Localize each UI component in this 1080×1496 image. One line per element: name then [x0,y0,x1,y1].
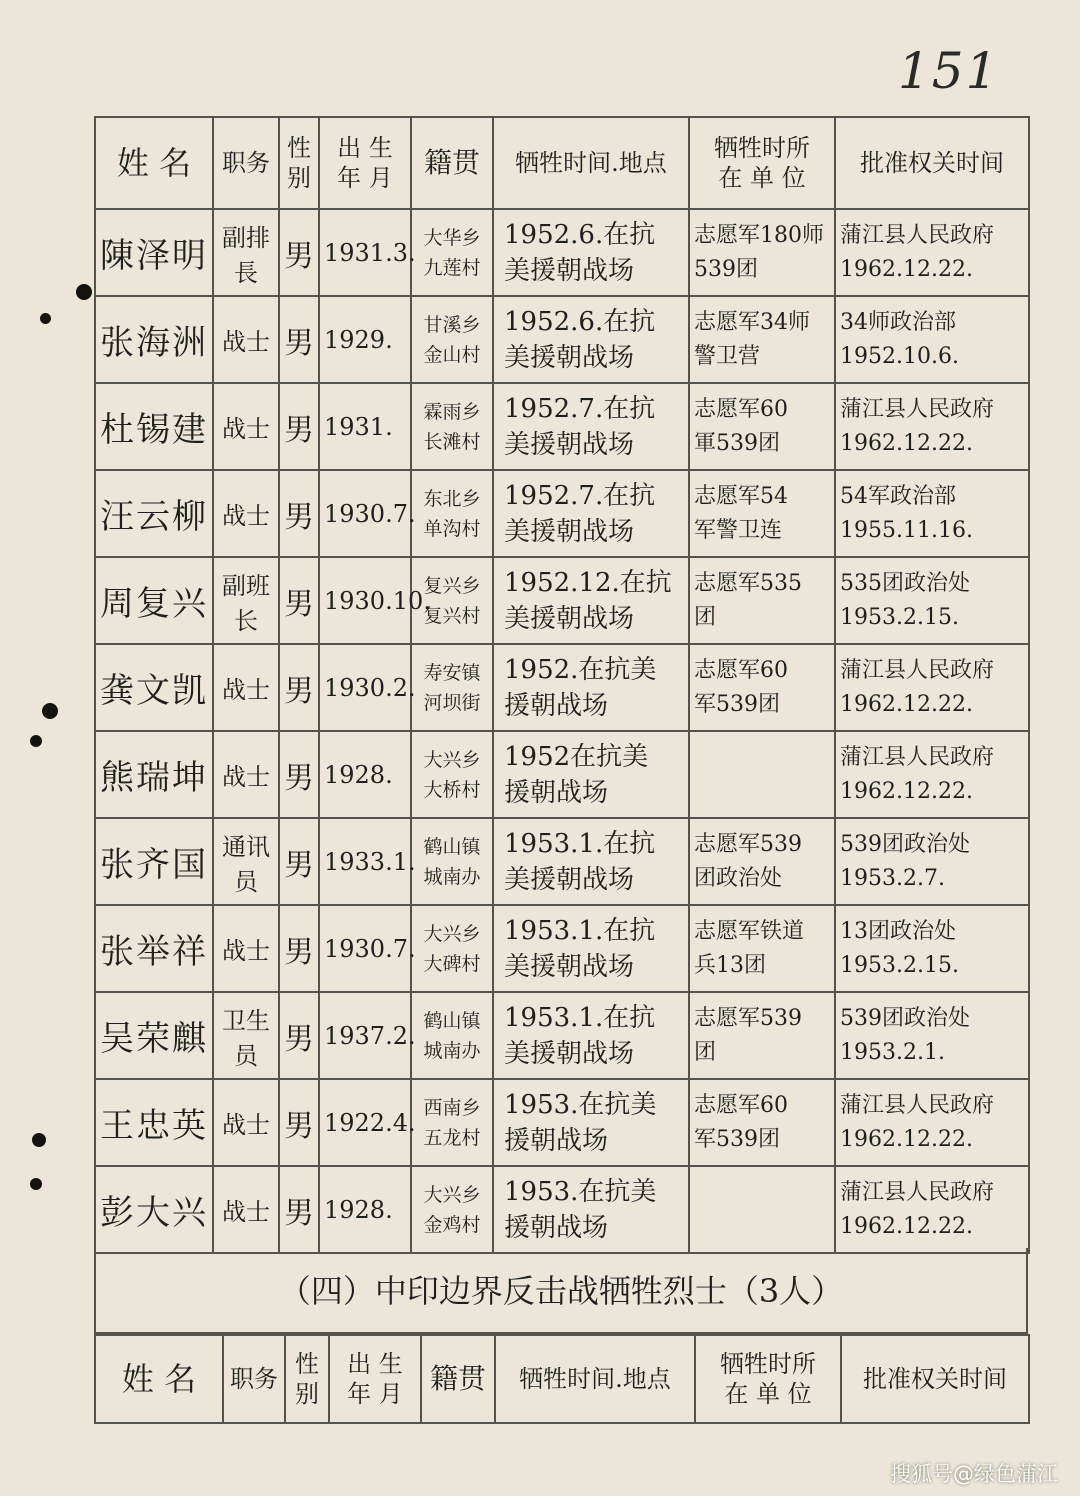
unit-cell [689,1166,835,1253]
name-cell: 杜锡建 [95,383,213,470]
table-row [95,1079,1029,1166]
time-place-cell [493,383,689,470]
header-unit-line: 在 单 位 [724,1380,812,1408]
time-place-cell-line: 美援朝战场 [504,1038,635,1069]
approval-cell [835,383,1029,470]
approval-cell-line: 1962.12.22. [840,778,973,804]
unit-cell-line: 志愿军60 [694,1092,788,1118]
unit-cell [689,383,835,470]
table-row [95,731,1029,818]
time-place-cell-line: 1953.在抗美 [504,1176,657,1207]
time-place-cell [493,818,689,905]
time-place-cell-line: 1953.1.在抗 [504,915,656,946]
unit-cell-line: 志愿军34师 [694,309,810,335]
role-cell: 通讯员 [213,818,279,905]
header-sex-line: 性 [287,134,311,162]
role-cell: 战士 [213,1166,279,1253]
origin-cell-line: 大兴乡 [423,1183,481,1206]
approval-cell-line: 1962.12.22. [840,1213,973,1239]
table-row [95,905,1029,992]
approval-cell-line: 54军政治部 [840,483,956,509]
header-birth-line: 出 生 [337,134,393,162]
approval-cell-line: 蒲江县人民政府 [840,396,995,422]
unit-cell-line: 志愿军60 [694,396,788,422]
table-header-row [95,117,1029,209]
time-place-cell-line: 援朝战场 [504,777,609,808]
table-row [95,992,1029,1079]
origin-cell-line: 城南办 [423,865,481,888]
origin-cell-line: 单沟村 [423,517,481,540]
approval-cell-line: 535团政治处 [840,570,970,596]
role-cell: 战士 [213,731,279,818]
name-cell: 张海洲 [95,296,213,383]
approval-cell [835,818,1029,905]
time-place-cell-line: 1952.6.在抗 [504,306,656,337]
origin-cell-line: 长滩村 [423,430,481,453]
name-cell: 汪云柳 [95,470,213,557]
birth-cell: 1933.1. [319,818,411,905]
origin-cell [411,905,493,992]
unit-cell [689,992,835,1079]
unit-cell-line: 志愿军54 [694,483,788,509]
punch-hole [40,313,51,324]
header-role: 职务 [213,117,279,209]
header-approval: 批准权关时间 [841,1335,1029,1423]
origin-cell [411,1166,493,1253]
approval-cell-line: 蒲江县人民政府 [840,1092,995,1118]
header-unit-line: 在 单 位 [718,164,806,192]
origin-cell [411,731,493,818]
origin-cell [411,644,493,731]
role-cell: 战士 [213,296,279,383]
time-place-cell [493,1079,689,1166]
unit-cell-line: 志愿军539 [694,831,802,857]
origin-cell-line: 复兴村 [423,604,481,627]
header-unit-line: 牺牲时所 [714,134,810,162]
unit-cell-line: 志愿军535 [694,570,802,596]
approval-cell [835,296,1029,383]
role-cell: 副排長 [213,209,279,296]
table-row [95,209,1029,296]
section-table-header [94,1334,1030,1424]
approval-cell [835,992,1029,1079]
origin-cell [411,209,493,296]
name-cell: 张齐国 [95,818,213,905]
name-cell: 陳泽明 [95,209,213,296]
time-place-cell-line: 1952.7.在抗 [504,393,656,424]
header-birth-line: 出 生 [347,1350,403,1378]
origin-cell-line: 霖雨乡 [423,400,481,423]
unit-cell-line: 軍539团 [694,430,780,456]
time-place-cell-line: 援朝战场 [504,690,609,721]
approval-cell-line: 1962.12.22. [840,256,973,282]
origin-cell [411,992,493,1079]
unit-cell-line: 539团 [694,256,758,282]
role-cell: 战士 [213,1079,279,1166]
name-cell: 熊瑞坤 [95,731,213,818]
page-number: 151 [898,42,1000,100]
approval-cell [835,557,1029,644]
birth-cell: 1930.7. [319,905,411,992]
unit-cell-line: 志愿军铁道 [694,918,805,944]
sex-cell: 男 [279,296,319,383]
sex-cell: 男 [279,470,319,557]
approval-cell-line: 1952.10.6. [840,343,959,369]
time-place-cell-line: 1953.在抗美 [504,1089,657,1120]
approval-cell-line: 1953.2.15. [840,604,959,630]
punch-hole [32,1133,46,1147]
origin-cell-line: 大兴乡 [423,748,481,771]
time-place-cell-line: 1952.12.在抗 [504,567,672,598]
origin-cell-line: 甘溪乡 [423,313,481,336]
table-row [95,1166,1029,1253]
unit-cell [689,1079,835,1166]
unit-cell-line: 团 [694,604,717,630]
time-place-cell [493,296,689,383]
birth-cell: 1931. [319,383,411,470]
name-cell: 吴荣麒 [95,992,213,1079]
time-place-cell [493,992,689,1079]
sex-cell: 男 [279,992,319,1079]
section-title: （四）中印边界反击战牺牲烈士（3人） [94,1248,1028,1334]
approval-cell-line: 1962.12.22. [840,691,973,717]
origin-cell [411,1079,493,1166]
time-place-cell [493,644,689,731]
time-place-cell-line: 美援朝战场 [504,951,635,982]
approval-cell-line: 蒲江县人民政府 [840,1179,995,1205]
approval-cell [835,644,1029,731]
punch-hole [30,1178,42,1190]
name-cell: 彭大兴 [95,1166,213,1253]
header-sex-line: 别 [287,164,311,192]
origin-cell-line: 城南办 [423,1039,481,1062]
unit-cell-line: 团 [694,1039,717,1065]
birth-cell: 1930.10. [319,557,411,644]
unit-cell [689,644,835,731]
time-place-cell-line: 1952.7.在抗 [504,480,656,511]
header-unit [695,1335,841,1423]
punch-hole [42,703,58,719]
origin-cell-line: 鹤山镇 [423,1009,481,1032]
origin-cell [411,296,493,383]
approval-cell [835,905,1029,992]
origin-cell-line: 寿安镇 [423,661,481,684]
approval-cell [835,1166,1029,1253]
birth-cell: 1928. [319,731,411,818]
origin-cell-line: 复兴乡 [423,574,481,597]
header-birth [319,117,411,209]
origin-cell-line: 西南乡 [423,1096,481,1119]
time-place-cell [493,905,689,992]
table-row [95,470,1029,557]
role-cell: 卫生员 [213,992,279,1079]
header-role: 职务 [223,1335,285,1423]
header-origin: 籍贯 [411,117,493,209]
header-sex-line: 别 [295,1380,319,1408]
unit-cell [689,470,835,557]
unit-cell-line: 军539团 [694,691,780,717]
header-birth-line: 年 月 [337,164,393,192]
birth-cell: 1929. [319,296,411,383]
table-row [95,296,1029,383]
origin-cell [411,557,493,644]
approval-cell [835,209,1029,296]
birth-cell: 1928. [319,1166,411,1253]
unit-cell-line: 志愿军539 [694,1005,802,1031]
unit-cell-line: 志愿军60 [694,657,788,683]
punch-hole [30,735,42,747]
time-place-cell-line: 美援朝战场 [504,429,635,460]
time-place-cell-line: 援朝战场 [504,1125,609,1156]
approval-cell-line: 539团政治处 [840,1005,970,1031]
role-cell: 战士 [213,470,279,557]
birth-cell: 1922.4. [319,1079,411,1166]
unit-cell [689,818,835,905]
time-place-cell-line: 1952.在抗美 [504,654,657,685]
origin-cell-line: 大桥村 [423,778,481,801]
martyrs-table [94,116,1030,1254]
origin-cell-line: 鹤山镇 [423,835,481,858]
approval-cell-line: 1962.12.22. [840,1126,973,1152]
header-name: 姓 名 [95,117,213,209]
unit-cell [689,731,835,818]
time-place-cell-line: 1953.1.在抗 [504,828,656,859]
approval-cell [835,1079,1029,1166]
time-place-cell-line: 1952在抗美 [504,741,649,772]
header-birth [329,1335,421,1423]
header-sex-line: 性 [295,1350,319,1378]
header-unit-line: 牺牲时所 [720,1350,816,1378]
approval-cell-line: 1962.12.22. [840,430,973,456]
origin-cell-line: 金鸡村 [423,1213,481,1236]
unit-cell [689,209,835,296]
header-time-place: 牺牲时间.地点 [495,1335,695,1423]
header-sex [279,117,319,209]
sex-cell: 男 [279,1166,319,1253]
sex-cell: 男 [279,905,319,992]
sex-cell: 男 [279,209,319,296]
sex-cell: 男 [279,383,319,470]
role-cell: 副班长 [213,557,279,644]
origin-cell-line: 东北乡 [423,487,481,510]
time-place-cell-line: 美援朝战场 [504,342,635,373]
sex-cell: 男 [279,644,319,731]
birth-cell: 1930.7. [319,470,411,557]
birth-cell: 1930.2. [319,644,411,731]
role-cell: 战士 [213,383,279,470]
unit-cell [689,905,835,992]
approval-cell-line: 34师政治部 [840,309,956,335]
origin-cell [411,383,493,470]
name-cell: 周复兴 [95,557,213,644]
header-name: 姓 名 [95,1335,223,1423]
time-place-cell [493,557,689,644]
origin-cell-line: 五龙村 [423,1126,481,1149]
time-place-cell-line: 1952.6.在抗 [504,219,656,250]
birth-cell: 1937.2. [319,992,411,1079]
header-approval: 批准权关时间 [835,117,1029,209]
unit-cell-line: 兵13团 [694,952,766,978]
watermark: 搜狐号@绿色蒲江 [890,1462,1058,1486]
unit-cell [689,296,835,383]
unit-cell [689,557,835,644]
birth-cell: 1931.3. [319,209,411,296]
unit-cell-line: 军539团 [694,1126,780,1152]
origin-cell-line: 大兴乡 [423,922,481,945]
table-row [95,557,1029,644]
table-body [95,209,1029,1253]
approval-cell-line: 13团政治处 [840,918,956,944]
approval-cell [835,470,1029,557]
sex-cell: 男 [279,731,319,818]
punch-hole [76,284,92,300]
time-place-cell-line: 美援朝战场 [504,516,635,547]
name-cell: 张举祥 [95,905,213,992]
unit-cell-line: 志愿军180师 [694,222,824,248]
origin-cell [411,470,493,557]
approval-cell-line: 蒲江县人民政府 [840,657,995,683]
header-origin: 籍贯 [421,1335,495,1423]
approval-cell-line: 蒲江县人民政府 [840,744,995,770]
table-row [95,644,1029,731]
origin-cell-line: 大碑村 [423,952,481,975]
approval-cell-line: 1955.11.16. [840,517,973,543]
approval-cell-line: 539团政治处 [840,831,970,857]
header-time-place: 牺牲时间.地点 [493,117,689,209]
time-place-cell [493,1166,689,1253]
approval-cell-line: 1953.2.15. [840,952,959,978]
time-place-cell [493,470,689,557]
time-place-cell-line: 美援朝战场 [504,864,635,895]
sex-cell: 男 [279,557,319,644]
name-cell: 龚文凯 [95,644,213,731]
time-place-cell-line: 美援朝战场 [504,255,635,286]
sex-cell: 男 [279,818,319,905]
sex-cell: 男 [279,1079,319,1166]
time-place-cell-line: 美援朝战场 [504,603,635,634]
unit-cell-line: 警卫营 [694,343,761,369]
origin-cell-line: 金山村 [423,343,481,366]
header-sex [285,1335,329,1423]
unit-cell-line: 军警卫连 [694,517,783,543]
role-cell: 战士 [213,644,279,731]
origin-cell-line: 大华乡 [423,226,481,249]
header-birth-line: 年 月 [347,1380,403,1408]
name-cell: 王忠英 [95,1079,213,1166]
approval-cell-line: 1953.2.1. [840,1039,945,1065]
table-row [95,818,1029,905]
time-place-cell [493,731,689,818]
approval-cell-line: 蒲江县人民政府 [840,222,995,248]
approval-cell-line: 1953.2.7. [840,865,945,891]
time-place-cell-line: 援朝战场 [504,1212,609,1243]
table-row [95,383,1029,470]
origin-cell [411,818,493,905]
origin-cell-line: 九莲村 [423,256,481,279]
time-place-cell [493,209,689,296]
approval-cell [835,731,1029,818]
origin-cell-line: 河坝街 [423,691,481,714]
header-unit [689,117,835,209]
unit-cell-line: 团政治处 [694,865,783,891]
role-cell: 战士 [213,905,279,992]
table-header-row [95,1335,1029,1423]
time-place-cell-line: 1953.1.在抗 [504,1002,656,1033]
